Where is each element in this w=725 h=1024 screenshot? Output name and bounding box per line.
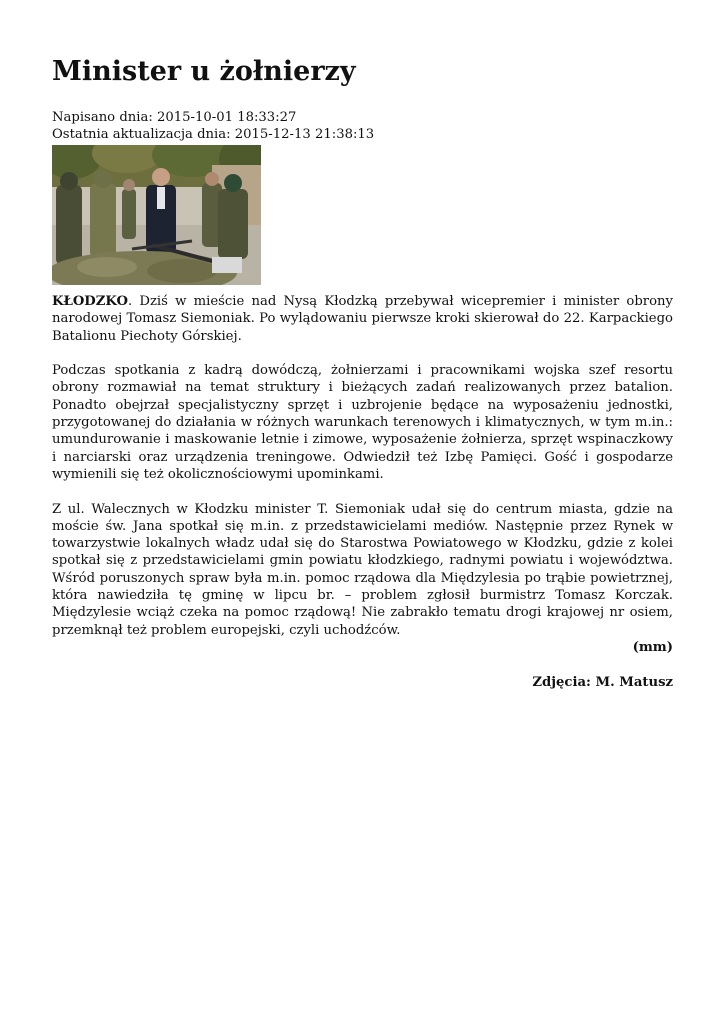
photo-credit: Zdjęcia: M. Matusz (532, 674, 673, 690)
lead-place: KŁODZKO (52, 294, 128, 309)
updated-date: Ostatnia aktualizacja dnia: 2015-12-13 21:38:13 (52, 127, 375, 142)
article-photo (52, 145, 261, 285)
paragraph: Z ul. Walecznych w Kłodzku minister T. Siemoniak udał się do centrum miasta, gdzie na moście św. Jana spotkał się m.in. z przedstawicielami mediów. Następnie przez Rynek w towarzystwie lokalnych władz udał się do Starostwa Powiatowego w Kłodzku, gdzie z kolei spotkał się z przedstawicielami gmin powiatu kłodzkiego, radnymi powiatu i województwa. Wśród poruszonych spraw była m.in. pomoc rządowa dla Międzylesia po trąbie powietrznej, która nawiedziła tę gminę w lipcu br. – problem zgłosił burmistrz Tomasz Korczak. Międzylesie wciąż czeka na pomoc rządową! Nie zabrakło tematu drogi krajowej nr osiem, przemknął też problem europejski, czyli uchodźców. (52, 501, 673, 638)
signature: (mm) (632, 639, 673, 655)
article-title: Minister u żołnierzy (52, 56, 356, 87)
article-body (52, 293, 673, 708)
published-date: Napisano dnia: 2015-10-01 18:33:27 (52, 110, 297, 125)
lead-paragraph (52, 293, 673, 345)
paragraph: Podczas spotkania z kadrą dowódczą, żołnierzami i pracownikami wojska szef resortu obrony rozmawiał na temat struktury i bieżących zadań realizowanych przez batalion. Ponadto obejrzał specjalistyczny sprzęt i uzbrojenie będące na wyposażeniu jednostki, przygotowanej do działania w różnych warunkach terenowych i klimatycznych, w tym m.in.: umundurowanie i maskowanie letnie i zimowe, wyposażenie żołnierza, sprzęt wspinaczkowy i narciarski oraz urządzenia treningowe. Odwiedził też Izbę Pamięci. Gość i gospodarze wymienili się też okolicznościowymi upominkami. (52, 363, 673, 482)
lead-text: . Dziś w mieście nad Nysą Kłodzką przebywał wicepremier i minister obrony narodowej Tomasz Siemoniak. Po wylądowaniu pierwsze kroki skierował do 22. Karpackiego Batalionu Piechoty Górskiej. (52, 294, 673, 344)
article-meta (52, 109, 374, 143)
